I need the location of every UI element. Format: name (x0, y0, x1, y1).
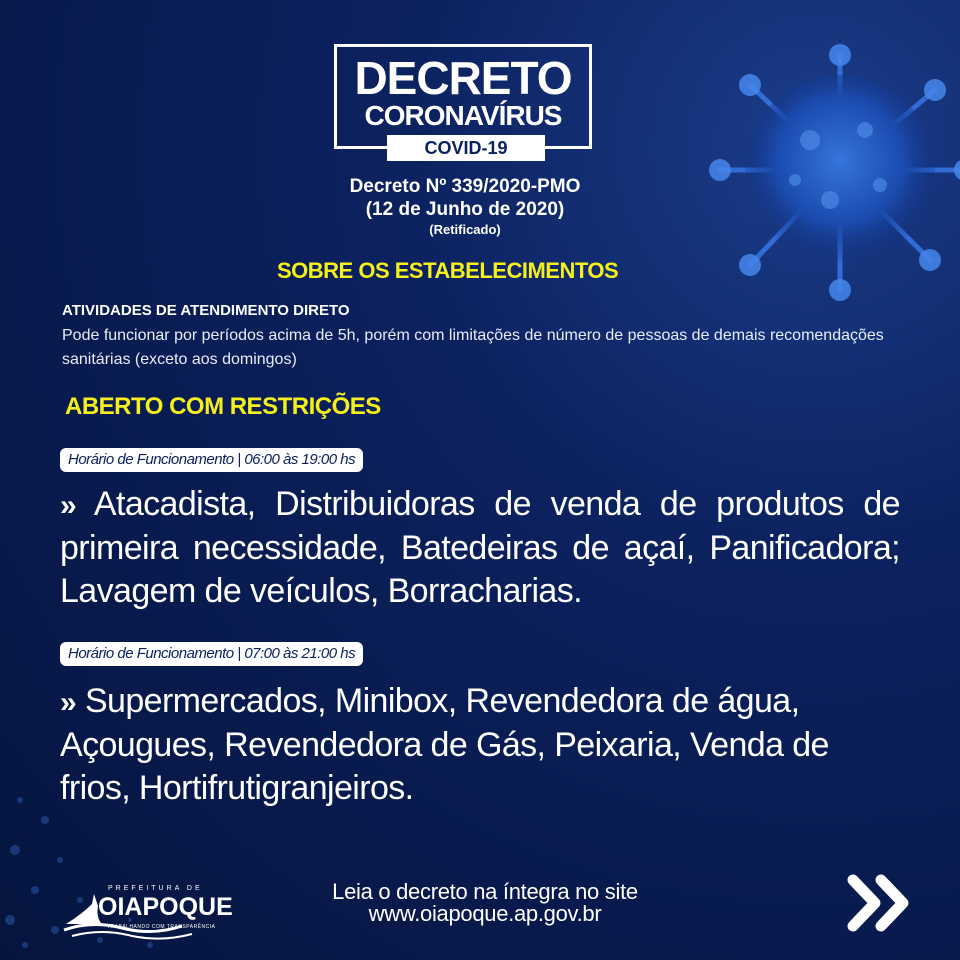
section-title: SOBRE OS ESTABELECIMENTOS (277, 258, 619, 283)
covid-tag: COVID-19 (387, 135, 545, 161)
establishment-list-text: Atacadista, Distribuidoras de venda de produtos de primeira necessidade, Batedeiras de açaí, Panificadora; Lavagem de veículos, Borracharias. (60, 485, 900, 610)
schedule-badge: Horário de Funcionamento | 06:00 às 19:00 hs (60, 448, 363, 472)
double-chevron-right-icon[interactable] (845, 870, 915, 936)
schedule-badge: Horário de Funcionamento | 07:00 às 21:00 hs (60, 642, 363, 666)
chevron-right-icon: » (60, 489, 77, 522)
footer-text: Leia o decreto na íntegra no site (332, 879, 638, 904)
establishment-list (60, 483, 900, 613)
subtitle: CORONAVÍRUS (364, 100, 562, 131)
direct-activities-description: Pode funcionar por períodos acima de 5h, porém com limitações de número de pessoas de demais recomendações sanitárias (exceto aos domingos) (62, 327, 884, 368)
logo-tagline: TRABALHANDO COM TRANSPARÊNCIA (107, 924, 216, 930)
title: DECRETO (354, 52, 572, 104)
decree-number: Decreto Nº 339/2020-PMO (349, 176, 581, 197)
decree-date: (12 de Junho de 2020) (365, 199, 565, 220)
establishment-list (60, 680, 900, 810)
establishment-list-text: Supermercados, Minibox, Revendedora de água, Açougues, Revendedora de Gás, Peixaria, Venda de frios, Hortifrutigranjeiros. (60, 682, 829, 807)
status-title: ABERTO COM RESTRIÇÕES (65, 393, 381, 420)
chevron-right-icon: » (60, 686, 77, 719)
logo-name: OIAPOQUE (98, 893, 233, 921)
footer-link[interactable]: www.oiapoque.ap.gov.br (368, 901, 602, 926)
coronavirus-icon (690, 20, 960, 320)
direct-activities-heading: ATIVIDADES DE ATENDIMENTO DIRETO (62, 302, 350, 319)
logo-prefix: PREFEITURA DE (108, 885, 203, 892)
decree-status: (Retificado) (429, 222, 501, 237)
title-box (334, 44, 592, 158)
